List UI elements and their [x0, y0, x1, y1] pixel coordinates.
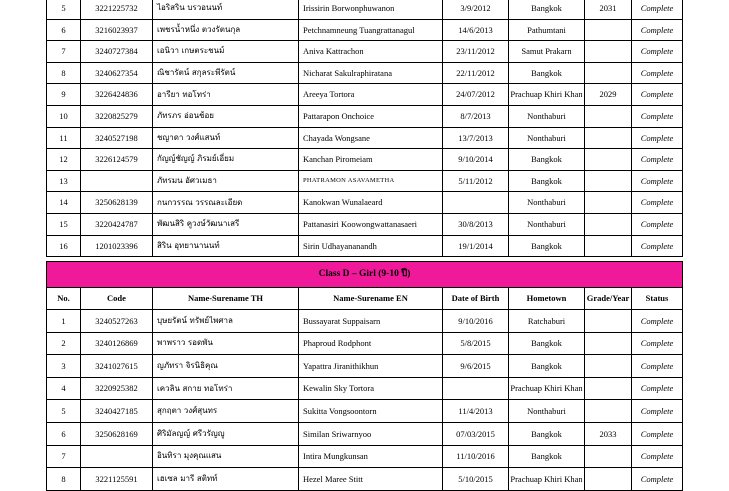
- cell-status: Complete: [632, 355, 683, 378]
- cell-name-th: กนกวรรณ วรรณละเอียด: [153, 192, 299, 214]
- cell-name-en: Hezel Maree Stitt: [299, 468, 443, 491]
- cell-grade: [585, 41, 632, 63]
- cell-grade: [585, 127, 632, 149]
- cell-name-en: PHATRAMON ASAVAMETHA: [299, 170, 443, 192]
- cell-name-th: อินทิรา มุงคุณแสน: [153, 445, 299, 468]
- cell-hometown: Pathumtani: [509, 19, 585, 41]
- cell-grade: [585, 192, 632, 214]
- cell-name-en: Intira Mungkunsan: [299, 445, 443, 468]
- cell-code: [81, 170, 153, 192]
- class-band-row: [47, 262, 683, 288]
- header-hometown: Hometown: [509, 288, 585, 310]
- cell-grade: [585, 170, 632, 192]
- cell-no: 7: [47, 445, 81, 468]
- cell-hometown: Bangkok: [509, 235, 585, 257]
- cell-name-th: เฮเซล มารี สติทท์: [153, 468, 299, 491]
- cell-hometown: Bangkok: [509, 332, 585, 355]
- cell-dob: 23/11/2012: [443, 41, 509, 63]
- cell-code: 3240627354: [81, 62, 153, 84]
- cell-grade: [585, 310, 632, 333]
- cell-name-en: Nicharat Sakulraphiratana: [299, 62, 443, 84]
- cell-no: 14: [47, 192, 81, 214]
- cell-name-th: เควลิน สกาย ทอโทร่า: [153, 377, 299, 400]
- cell-name-th: บุษยรัตน์ ทรัพย์ไพศาล: [153, 310, 299, 333]
- cell-name-en: Petchnamneung Tuangrattanagul: [299, 19, 443, 41]
- cell-name-th: ไอริสริน บรวอนนท์: [153, 0, 299, 19]
- table-row: [47, 19, 683, 41]
- cell-hometown: Prachuap Khiri Khan: [509, 84, 585, 106]
- cell-name-en: Chayada Wongsane: [299, 127, 443, 149]
- table-row: [47, 310, 683, 333]
- cell-name-en: Areeya Tortora: [299, 84, 443, 106]
- header-no: No.: [47, 288, 81, 310]
- cell-code: 3221125591: [81, 468, 153, 491]
- cell-status: Complete: [632, 400, 683, 423]
- cell-code: 3250628139: [81, 192, 153, 214]
- table-row: [47, 235, 683, 257]
- cell-name-en: Kanchan Piromeiam: [299, 149, 443, 171]
- cell-grade: 2031: [585, 0, 632, 19]
- cell-dob: 9/6/2015: [443, 355, 509, 378]
- table-row: [47, 0, 683, 19]
- cell-no: 4: [47, 377, 81, 400]
- cell-status: Complete: [632, 105, 683, 127]
- cell-name-en: Sirin Udhayananandh: [299, 235, 443, 257]
- cell-name-th: ณิชารัตน์ สกุลระพีรัตน์: [153, 62, 299, 84]
- cell-name-th: เพชรน้ำหนึ่ง ตวงรัตนกุล: [153, 19, 299, 41]
- table-row: [47, 213, 683, 235]
- cell-no: 5: [47, 0, 81, 19]
- cell-dob: 14/6/2013: [443, 19, 509, 41]
- cell-no: 15: [47, 213, 81, 235]
- cell-status: Complete: [632, 377, 683, 400]
- cell-hometown: Nonthaburi: [509, 213, 585, 235]
- cell-dob: 30/8/2013: [443, 213, 509, 235]
- cell-grade: [585, 19, 632, 41]
- cell-name-th: กัญญ์ชัญญ์ ภิรมย์เอี่ยม: [153, 149, 299, 171]
- cell-grade: [585, 355, 632, 378]
- cell-no: 9: [47, 84, 81, 106]
- cell-name-en: Bussayarat Suppaisarn: [299, 310, 443, 333]
- cell-grade: [585, 235, 632, 257]
- cell-grade: 2029: [585, 84, 632, 106]
- header-row: [47, 288, 683, 310]
- cell-name-en: Pattanasiri Koowongwattanasaeri: [299, 213, 443, 235]
- cell-status: Complete: [632, 213, 683, 235]
- table-row: [47, 105, 683, 127]
- cell-dob: 22/11/2012: [443, 62, 509, 84]
- cell-hometown: Ratchaburi: [509, 310, 585, 333]
- cell-name-th: เอนิวา เกษตระชนม์: [153, 41, 299, 63]
- cell-name-en: Pattarapon Onchoice: [299, 105, 443, 127]
- cell-name-th: อารียา ทอโทร่า: [153, 84, 299, 106]
- cell-grade: [585, 468, 632, 491]
- registration-table-class-d: [46, 261, 683, 491]
- cell-status: Complete: [632, 445, 683, 468]
- cell-hometown: Nonthaburi: [509, 127, 585, 149]
- cell-dob: 24/07/2012: [443, 84, 509, 106]
- cell-dob: 3/9/2012: [443, 0, 509, 19]
- cell-hometown: Nonthaburi: [509, 400, 585, 423]
- cell-dob: 8/7/2013: [443, 105, 509, 127]
- cell-code: 3250628169: [81, 422, 153, 445]
- cell-code: 1201023396: [81, 235, 153, 257]
- cell-grade: [585, 400, 632, 423]
- cell-dob: 5/8/2015: [443, 332, 509, 355]
- cell-name-en: Sukitta Vongsoontorn: [299, 400, 443, 423]
- cell-dob: [443, 377, 509, 400]
- header-name-th: Name-Surename TH: [153, 288, 299, 310]
- table-row: [47, 400, 683, 423]
- table-row: [47, 355, 683, 378]
- cell-no: 11: [47, 127, 81, 149]
- cell-code: 3220424787: [81, 213, 153, 235]
- table-row: [47, 149, 683, 171]
- cell-dob: 11/4/2013: [443, 400, 509, 423]
- cell-no: 13: [47, 170, 81, 192]
- header-dob: Date of Birth: [443, 288, 509, 310]
- table-row: [47, 445, 683, 468]
- cell-no: 5: [47, 400, 81, 423]
- cell-hometown: Samut Prakarn: [509, 41, 585, 63]
- cell-hometown: Bangkok: [509, 149, 585, 171]
- cell-name-en: Yapattra Jiranithikhun: [299, 355, 443, 378]
- header-grade: Grade/Year: [585, 288, 632, 310]
- cell-code: 3240427185: [81, 400, 153, 423]
- cell-name-th: ศิริมัลญญ์ ศรีวรัญญู: [153, 422, 299, 445]
- cell-status: Complete: [632, 84, 683, 106]
- class-band-title: Class D – Girl (9-10 ปี): [47, 262, 683, 288]
- cell-hometown: Prachuap Khiri Khan: [509, 468, 585, 491]
- table-row: [47, 62, 683, 84]
- registration-table-top: [46, 0, 683, 257]
- cell-status: Complete: [632, 422, 683, 445]
- cell-dob: 9/10/2014: [443, 149, 509, 171]
- table-row: [47, 468, 683, 491]
- cell-name-th: ชญาดา วงศ์แสนท์: [153, 127, 299, 149]
- header-status: Status: [632, 288, 683, 310]
- cell-grade: [585, 213, 632, 235]
- cell-status: Complete: [632, 0, 683, 19]
- table-row: [47, 332, 683, 355]
- cell-name-th: สุกฤตา วงศ์สุนทร: [153, 400, 299, 423]
- cell-name-th: ญภัทรา จิรนิธิคุณ: [153, 355, 299, 378]
- cell-dob: 07/03/2015: [443, 422, 509, 445]
- table-row: [47, 41, 683, 63]
- cell-dob: 5/11/2012: [443, 170, 509, 192]
- cell-no: 8: [47, 468, 81, 491]
- cell-dob: [443, 192, 509, 214]
- cell-name-th: สิริน อุทยานานนท์: [153, 235, 299, 257]
- cell-name-th: ภัทรภร อ่อนช้อย: [153, 105, 299, 127]
- cell-status: Complete: [632, 310, 683, 333]
- table-row: [47, 377, 683, 400]
- cell-name-en: Kanokwan Wunalaeard: [299, 192, 443, 214]
- cell-grade: [585, 149, 632, 171]
- table-row: [47, 422, 683, 445]
- cell-code: [81, 445, 153, 468]
- cell-dob: 19/1/2014: [443, 235, 509, 257]
- cell-hometown: Bangkok: [509, 170, 585, 192]
- cell-status: Complete: [632, 127, 683, 149]
- cell-status: Complete: [632, 468, 683, 491]
- cell-dob: 5/10/2015: [443, 468, 509, 491]
- cell-hometown: Bangkok: [509, 445, 585, 468]
- cell-status: Complete: [632, 19, 683, 41]
- cell-hometown: Bangkok: [509, 422, 585, 445]
- cell-grade: [585, 62, 632, 84]
- cell-name-en: Phaproud Rodphont: [299, 332, 443, 355]
- cell-status: Complete: [632, 192, 683, 214]
- cell-no: 2: [47, 332, 81, 355]
- cell-no: 10: [47, 105, 81, 127]
- cell-no: 1: [47, 310, 81, 333]
- cell-no: 7: [47, 41, 81, 63]
- cell-dob: 9/10/2016: [443, 310, 509, 333]
- cell-code: 3240527263: [81, 310, 153, 333]
- cell-no: 12: [47, 149, 81, 171]
- table-row: [47, 192, 683, 214]
- cell-code: 3226124579: [81, 149, 153, 171]
- cell-no: 16: [47, 235, 81, 257]
- table-row: [47, 127, 683, 149]
- cell-hometown: Nonthaburi: [509, 105, 585, 127]
- cell-code: 3240126869: [81, 332, 153, 355]
- cell-name-th: ภัทรมน อัศวเมธา: [153, 170, 299, 192]
- cell-name-th: พัฒนสิริ คูวงษ์วัฒนาเสรี: [153, 213, 299, 235]
- cell-code: 3241027615: [81, 355, 153, 378]
- cell-hometown: Prachuap Khiri Khan: [509, 377, 585, 400]
- cell-name-en: Kewalin Sky Tortora: [299, 377, 443, 400]
- cell-name-th: พาพราว รอดพัน: [153, 332, 299, 355]
- cell-code: 3220925382: [81, 377, 153, 400]
- cell-no: 6: [47, 19, 81, 41]
- cell-name-en: Irissirin Borwonphuwanon: [299, 0, 443, 19]
- cell-name-en: Similan Sriwarnyoo: [299, 422, 443, 445]
- cell-code: 3226424836: [81, 84, 153, 106]
- cell-status: Complete: [632, 332, 683, 355]
- cell-hometown: Bangkok: [509, 355, 585, 378]
- cell-name-en: Aniva Kattrachon: [299, 41, 443, 63]
- cell-dob: 13/7/2013: [443, 127, 509, 149]
- header-name-en: Name-Surename EN: [299, 288, 443, 310]
- cell-no: 3: [47, 355, 81, 378]
- cell-hometown: Bangkok: [509, 62, 585, 84]
- cell-code: 3216023937: [81, 19, 153, 41]
- cell-hometown: Nonthaburi: [509, 192, 585, 214]
- cell-dob: 11/10/2016: [443, 445, 509, 468]
- cell-grade: [585, 377, 632, 400]
- cell-no: 8: [47, 62, 81, 84]
- cell-grade: [585, 105, 632, 127]
- cell-grade: 2033: [585, 422, 632, 445]
- cell-grade: [585, 332, 632, 355]
- table-row: [47, 84, 683, 106]
- cell-status: Complete: [632, 235, 683, 257]
- cell-hometown: Bangkok: [509, 0, 585, 19]
- cell-code: 3240727384: [81, 41, 153, 63]
- cell-no: 6: [47, 422, 81, 445]
- cell-code: 3240527198: [81, 127, 153, 149]
- cell-status: Complete: [632, 170, 683, 192]
- cell-code: 3221225732: [81, 0, 153, 19]
- cell-status: Complete: [632, 62, 683, 84]
- header-code: Code: [81, 288, 153, 310]
- table-row: [47, 170, 683, 192]
- cell-grade: [585, 445, 632, 468]
- cell-status: Complete: [632, 41, 683, 63]
- cell-code: 3220825279: [81, 105, 153, 127]
- cell-status: Complete: [632, 149, 683, 171]
